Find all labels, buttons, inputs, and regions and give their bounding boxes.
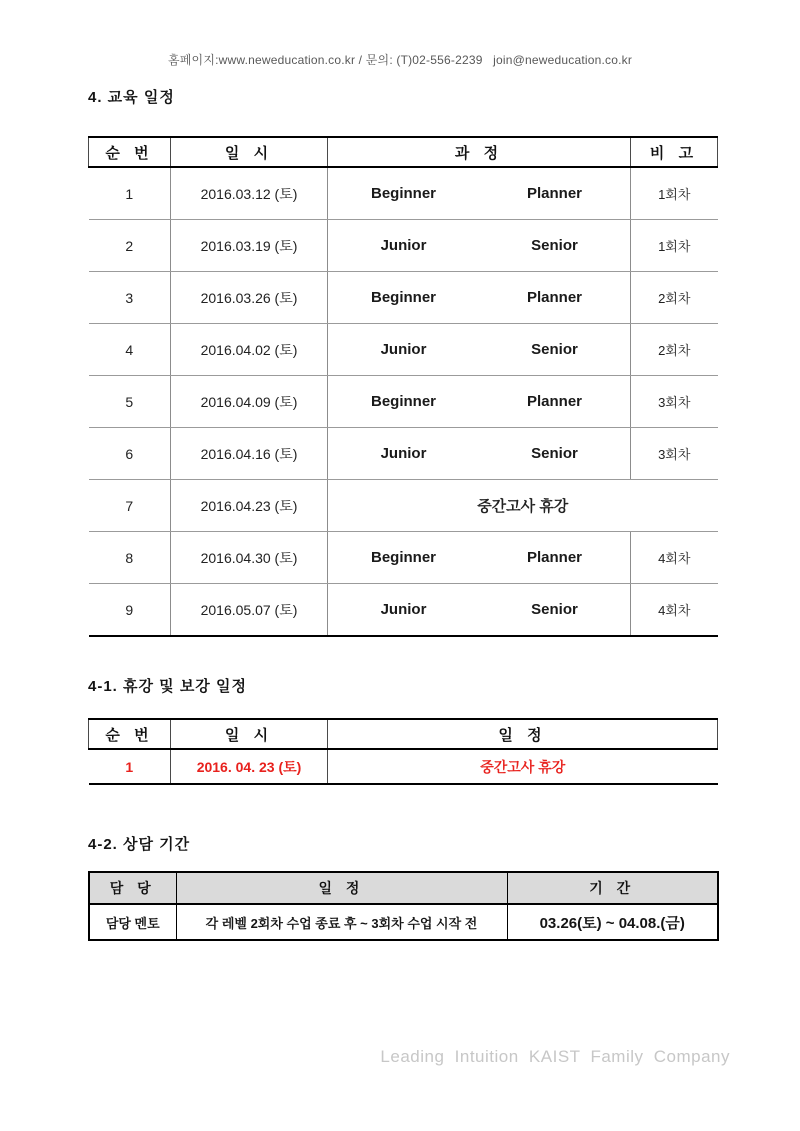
- cell-course: [328, 272, 631, 324]
- cell-no: 3: [89, 272, 171, 324]
- cell-date: 2016.03.19 (토): [171, 220, 328, 272]
- cell-no: 9: [89, 584, 171, 637]
- cell-date: 2016.04.09 (토): [171, 376, 328, 428]
- section-title-counsel: 4-2. 상담 기간: [88, 836, 191, 853]
- cell-event: 중간고사 휴강: [328, 749, 718, 784]
- table-row: [89, 428, 718, 480]
- cell-date: 2016.04.23 (토): [171, 480, 328, 532]
- cell-date: 2016.03.26 (토): [171, 272, 328, 324]
- cell-course: [328, 584, 631, 637]
- table-row: [89, 376, 718, 428]
- cell-course: [328, 220, 631, 272]
- cell-note: 1회차: [631, 220, 718, 272]
- cell-course: [328, 376, 631, 428]
- header-schedule: 일 정: [176, 872, 507, 904]
- cell-period: 03.26(토) ~ 04.08.(금): [507, 904, 718, 940]
- cell-no: 2: [89, 220, 171, 272]
- cell-date: 2016.03.12 (토): [171, 167, 328, 220]
- cell-date: 2016.04.02 (토): [171, 324, 328, 376]
- table-row: [89, 167, 718, 220]
- cell-note: 3회차: [631, 428, 718, 480]
- table-row: [89, 324, 718, 376]
- header-event: 일 정: [328, 719, 718, 749]
- table-row: [89, 749, 718, 784]
- schedule-header-row: [89, 137, 718, 167]
- course-right: Senior: [531, 445, 578, 462]
- header-manager: 담 당: [89, 872, 176, 904]
- table-row: [89, 220, 718, 272]
- cell-no: 6: [89, 428, 171, 480]
- table-row: [89, 904, 718, 940]
- footer-slogan: Leading Intuition KAIST Family Company: [380, 1047, 730, 1066]
- table-row: [89, 584, 718, 637]
- cell-date: 2016.04.16 (토): [171, 428, 328, 480]
- cell-note: 2회차: [631, 272, 718, 324]
- cell-date: 2016.04.30 (토): [171, 532, 328, 584]
- contact-line: 홈페이지:www.neweducation.co.kr / 문의: (T)02-556-2239 join@neweducation.co.kr: [167, 53, 633, 67]
- course-left: Beginner: [370, 289, 436, 306]
- section-title-makeup: 4-1. 휴강 및 보강 일정: [88, 678, 247, 695]
- header-course: 과 정: [328, 137, 631, 167]
- cell-note: 1회차: [631, 167, 718, 220]
- course-left: Beginner: [370, 393, 436, 410]
- cell-no: 1: [89, 749, 171, 784]
- section-title-schedule: 4. 교육 일정: [88, 89, 175, 106]
- course-right: Senior: [531, 601, 578, 618]
- course-right: Senior: [531, 341, 578, 358]
- course-right: Planner: [526, 393, 583, 410]
- cell-date: 2016. 04. 23 (토): [171, 749, 328, 784]
- course-left: Beginner: [370, 549, 436, 566]
- cell-manager: 담당 멘토: [89, 904, 176, 940]
- course-left: Junior: [380, 341, 427, 358]
- cell-course: [328, 532, 631, 584]
- cell-course: [328, 167, 631, 220]
- cell-no: 5: [89, 376, 171, 428]
- table-row: [89, 272, 718, 324]
- course-left: Beginner: [370, 185, 436, 202]
- cell-course: [328, 428, 631, 480]
- course-right: Planner: [526, 289, 583, 306]
- cell-note: 2회차: [631, 324, 718, 376]
- course-left: Junior: [380, 237, 427, 254]
- cell-no: 7: [89, 480, 171, 532]
- header-note: 비 고: [631, 137, 718, 167]
- cell-schedule: 각 레벨 2회차 수업 종료 후 ~ 3회차 수업 시작 전: [176, 904, 507, 940]
- course-right: Senior: [531, 237, 578, 254]
- header-date: 일 시: [171, 719, 328, 749]
- cell-no: 1: [89, 167, 171, 220]
- cell-date: 2016.05.07 (토): [171, 584, 328, 637]
- counsel-table: [88, 871, 719, 941]
- course-left: Junior: [380, 601, 427, 618]
- cell-no: 8: [89, 532, 171, 584]
- header-date: 일 시: [171, 137, 328, 167]
- course-left: Junior: [380, 445, 427, 462]
- cell-note: 4회차: [631, 532, 718, 584]
- makeup-table: [88, 718, 718, 785]
- header-no: 순 번: [89, 137, 171, 167]
- table-row: [89, 532, 718, 584]
- makeup-header-row: [89, 719, 718, 749]
- cell-no: 4: [89, 324, 171, 376]
- cell-course: [328, 324, 631, 376]
- header-period: 기 간: [507, 872, 718, 904]
- counsel-header-row: [89, 872, 718, 904]
- schedule-table: [88, 136, 718, 637]
- cell-note: 3회차: [631, 376, 718, 428]
- course-right: Planner: [526, 549, 583, 566]
- table-row-cancelled: [89, 480, 718, 532]
- course-right: Planner: [526, 185, 583, 202]
- cell-note: 4회차: [631, 584, 718, 637]
- header-no: 순 번: [89, 719, 171, 749]
- cell-cancelled-notice: 중간고사 휴강: [328, 480, 718, 532]
